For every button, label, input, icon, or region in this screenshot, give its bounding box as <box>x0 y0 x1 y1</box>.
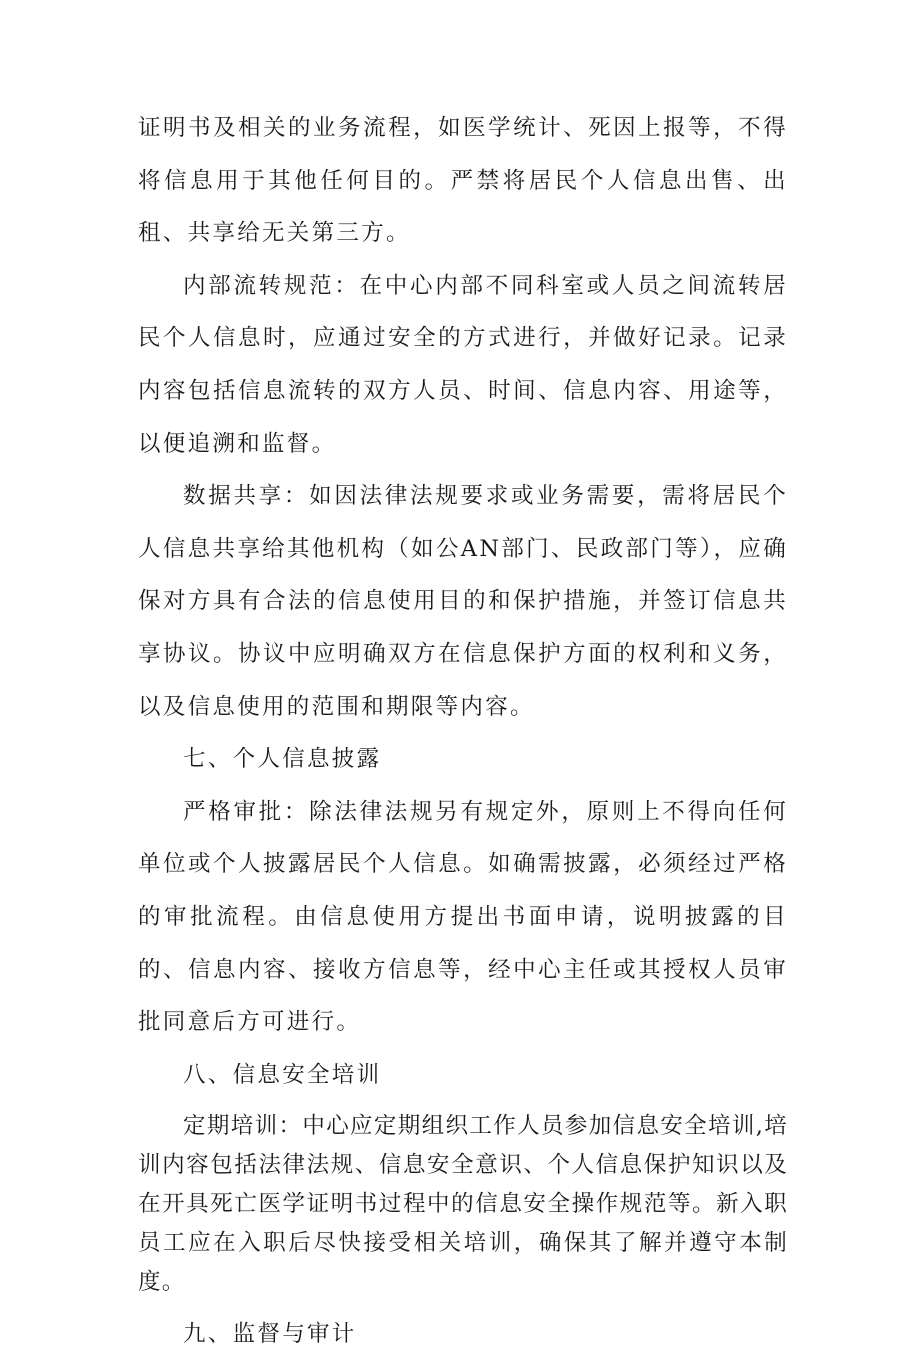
paragraph-data-usage-continuation: 证明书及相关的业务流程，如医学统计、死因上报等，不得将信息用于其他任何目的。严禁将居民个人信息出售、出租、共享给无关第三方。 <box>138 115 788 247</box>
paragraph-regular-training: 定期培训：中心应定期组织工作人员参加信息安全培训,培训内容包括法律法规、信息安全意识、个人信息保护知识以及在开具死亡医学证明书过程中的信息安全操作规范等。新入职员工应在入职后尽快接受相关培训，确保其了解并遵守本制度。 <box>138 1113 788 1296</box>
document-page <box>138 102 788 1361</box>
paragraph-strict-approval: 严格审批：除法律法规另有规定外，原则上不得向任何单位或个人披露居民个人信息。如确需披露，必须经过严格的审批流程。由信息使用方提出书面申请，说明披露的目的、信息内容、接收方信息等，经中心主任或其授权人员审批同意后方可进行。 <box>138 798 788 1036</box>
section-heading-disclosure: 七、个人信息披露 <box>183 746 382 773</box>
section-heading-supervision: 九、监督与审计 <box>183 1321 357 1348</box>
paragraph-internal-transfer: 内部流转规范：在中心内部不同科室或人员之间流转居民个人信息时，应通过安全的方式进行，并做好记录。记录内容包括信息流转的双方人员、时间、信息内容、用途等，以便追溯和监督。 <box>138 272 788 457</box>
paragraph-data-sharing: 数据共享：如因法律法规要求或业务需要，需将居民个人信息共享给其他机构（如公AN部门、民政部门等），应确保对方具有合法的信息使用目的和保护措施，并签订信息共享协议。协议中应明确双方在信息保护方面的权利和义务，以及信息使用的范围和期限等内容。 <box>138 483 788 720</box>
section-heading-training: 八、信息安全培训 <box>183 1061 382 1088</box>
